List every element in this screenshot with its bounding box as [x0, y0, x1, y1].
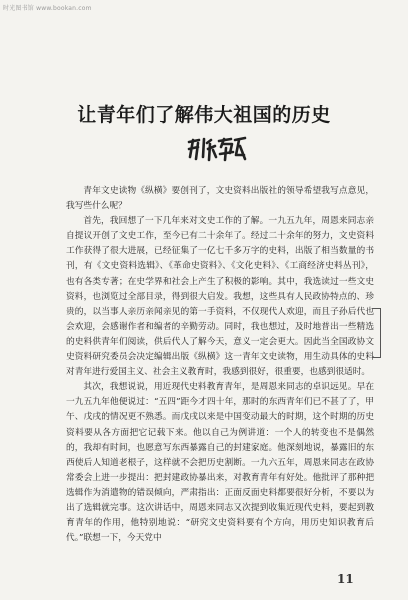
paragraph: 其次，我想说说，用近现代史料教育青年，是周恩来同志的卓识远见。早在一九五九年他便说过：“五四”距今才四十年，那时的东西青年们已不甚了了，甲午、戊戌的情况更不熟悉。而戊戌以来是中国变动最大的时期，这个时期的历史资料要从各方面把它记载下来。他以自己为例讲道：一个人的转变也不是偶然的，我却有时间，也愿意写东西暴露自己的封建家庭。他深刻地说，暴露旧的东西使后人知道老根子，这样就不会把历史割断。一九六五年，周恩来同志在政协常委会上进一步提出：把封建政协暴出来，对教育青年有好处。他批评了那种把选辑作为消遣物的错误倾向，严肃指出：正面反面史料都要很好分析，不要以为出了选辑就完事。这次讲话中，周恩来同志又次提到收集近现代史料，要起到教育青年的作用，他特别地说：“研究文史资料要有个方向，用历史知识教育后代。”联想一下，今天党中 [66, 382, 374, 544]
article-body [66, 184, 374, 546]
page-number: 11 [337, 572, 354, 586]
paragraph: 青年文史读物《纵横》要创刊了，文史资料出版社的领导希望我写点意见，我写些什么呢？ [66, 186, 374, 212]
watermark: 时光图书馆 www.bookan.com [3, 5, 92, 12]
paragraph: 首先，我回想了一下几年来对文史工作的了解。一九五九年，周恩来同志亲自提议开创了文史工作，至今已有二十余年了。经过二十余年的努力，文史资料工作获得了很大进展，已经征集了一亿七千多万字的史料，出版了相当数量的书刊，有《文史资料选辑》、《革命史资料》、《文化史料》、《工商经济史料丛刊》，也有各类专著；在史学界和社会上产生了积极的影响。其中，我选读过一些文史资料，也浏览过全部目录，得到很大启发。我想，这些具有人民政协特点的、珍贵的，以当事人亲历亲闻亲见的第一手资料，不仅现代人欢迎，而且子孙后代也会欢迎，会感谢作者和编者的辛勤劳动。同时，我也想过，及时地普出一些精选的史料供青年们阅读，供后代人了解今天，意义一定会更大。因此当全国政协文史资料研究委员会决定编辑出版《纵横》这一青年文史读物，用生动具体的史料对青年进行爱国主义、社会主义教育时，我感到很好，很重要，也感到很适时。 [66, 216, 374, 378]
page-title: 让青年们了解伟大祖国的历史 [77, 104, 331, 126]
signature [186, 135, 248, 163]
margin-bracket-mark [372, 308, 381, 358]
